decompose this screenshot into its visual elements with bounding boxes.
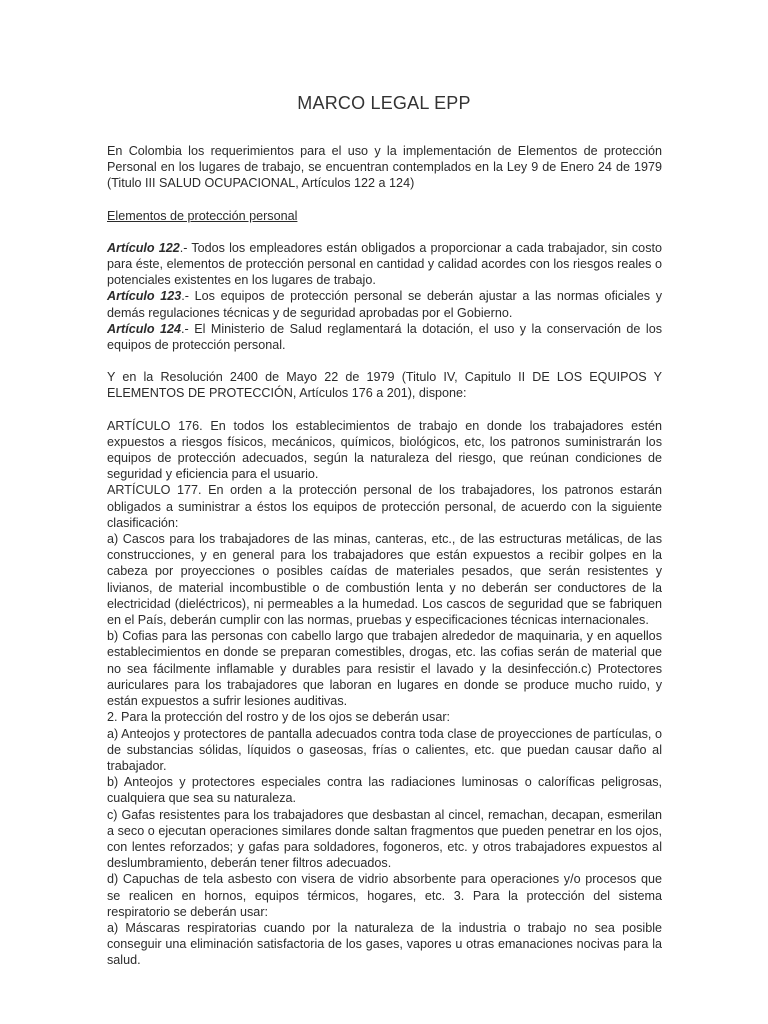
body-paragraph: a) Anteojos y protectores de pantalla adecuados contra toda clase de proyecciones de partículas, o de substancias sólidas, líquidos o gaseosas, frías o calientes, etc. que puedan causar daño al trabajador. [107,726,662,773]
intro-paragraph: En Colombia los requerimientos para el uso y la implementación de Elementos de protección Personal en los lugares de trabajo, se encuentran contemplados en la Ley 9 de Enero 24 de 1979 (Titulo III SALUD OCUPACIONAL, Artículos 122 a 124) [107,144,662,191]
spacer [107,353,662,369]
article-122 [107,240,662,289]
spacer [107,192,662,208]
body-paragraph: ARTÍCULO 177. En orden a la protección personal de los trabajadores, los patronos estarán obligados a suministrar a éstos los equipos de protección personal, de acuerdo con la siguiente clasificación: [107,483,662,530]
section-heading: Elementos de protección personal [107,208,298,223]
article-123-text: .- Los equipos de protección personal se deberán ajustar a las normas oficiales y demás regulaciones técnicas y de seguridad aprobadas por el Gobierno. [107,289,662,320]
article-122-label: Artículo 122 [107,240,180,255]
body-paragraph: a) Cascos para los trabajadores de las minas, canteras, etc., de las estructuras metálicas, de las construcciones, y en general para los trabajadores que están expuestos a recibir golpes en la cabeza por proyecciones o posibles caídas de materiales pesados, que serán resistentes y livianos, de material incombustible o de combustión lenta y no deberán ser conductores de la electricidad (dieléctricos), ni permeables a la humedad. Los cascos de seguridad que se fabriquen en el País, deberán cumplir con las normas, pruebas y especificaciones técnicas internacionales. [107,532,662,628]
body-paragraph: c) Gafas resistentes para los trabajadores que desbastan al cincel, remachan, decapan, esmerilan a seco o ejecutan operaciones similares donde saltan fragmentos que pueden penetrar en los ojos, con lentes reforzados; y gafas para soldadores, fogoneros, etc. y otros trabajadores expuestos al deslumbramiento, deberán tener filtros adecuados. [107,807,662,871]
spacer [107,224,662,240]
body-paragraph: d) Capuchas de tela asbesto con visera de vidrio absorbente para operaciones y/o procesos que se realicen en hornos, equipos térmicos, hogares, etc. 3. Para la protección del sistema respiratorio se deberán usar: [107,872,662,919]
body-paragraph: b) Anteojos y protectores especiales contra las radiaciones luminosas o caloríficas peligrosas, cualquiera que sea su naturaleza. [107,775,662,806]
document-body [107,143,662,969]
body-paragraph: a) Máscaras respiratorias cuando por la naturaleza de la industria o trabajo no sea posible conseguir una eliminación satisfactoria de los gases, vapores u otras emanaciones nocivas para la salud. [107,920,662,968]
article-123-label: Artículo 123 [107,289,182,304]
article-122-text: .- Todos los empleadores están obligados a proporcionar a cada trabajador, sin costo para éste, elementos de protección personal en cantidad y calidad acordes con los riesgos reales o potenciales existentes en los lugares de trabajo. [107,240,662,288]
body-paragraph: b) Cofias para las personas con cabello largo que trabajen alrededor de maquinaria, y en aquellos establecimientos en donde se preparan comestibles, drogas, etc. las cofias serán de material que no sea fácilmente inflamable y durables para resistir el lavado y la desinfección.c) Protectores auriculares para los trabajadores que laboran en lugares en donde se produce mucho ruido, y están expuestos a sufrir lesiones auditivas. [107,629,662,709]
article-123 [107,288,662,320]
article-124-label: Artículo 124 [107,321,182,336]
body-paragraph: ARTÍCULO 176. En todos los establecimientos de trabajo en donde los trabajadores estén expuestos a riesgos físicos, mecánicos, químicos, biológicos, etc, los patronos suministrarán los equipos de protección adecuados, según la naturaleza del riesgo, que reúnan condiciones de seguridad y eficiencia para el usuario. [107,418,662,482]
article-124-text: .- El Ministerio de Salud reglamentará la dotación, el uso y la conservación de los equipos de protección personal. [107,321,662,353]
article-124 [107,321,662,353]
resolution-intro: Y en la Resolución 2400 de Mayo 22 de 1979 (Titulo IV, Capitulo II DE LOS EQUIPOS Y ELEMENTOS DE PROTECCIÓN, Artículos 176 a 201), dispone: [107,370,662,401]
document-title: MARCO LEGAL EPP [297,93,471,113]
body-paragraph: 2. Para la protección del rostro y de los ojos se deberán usar: [107,710,451,725]
spacer [107,402,662,418]
